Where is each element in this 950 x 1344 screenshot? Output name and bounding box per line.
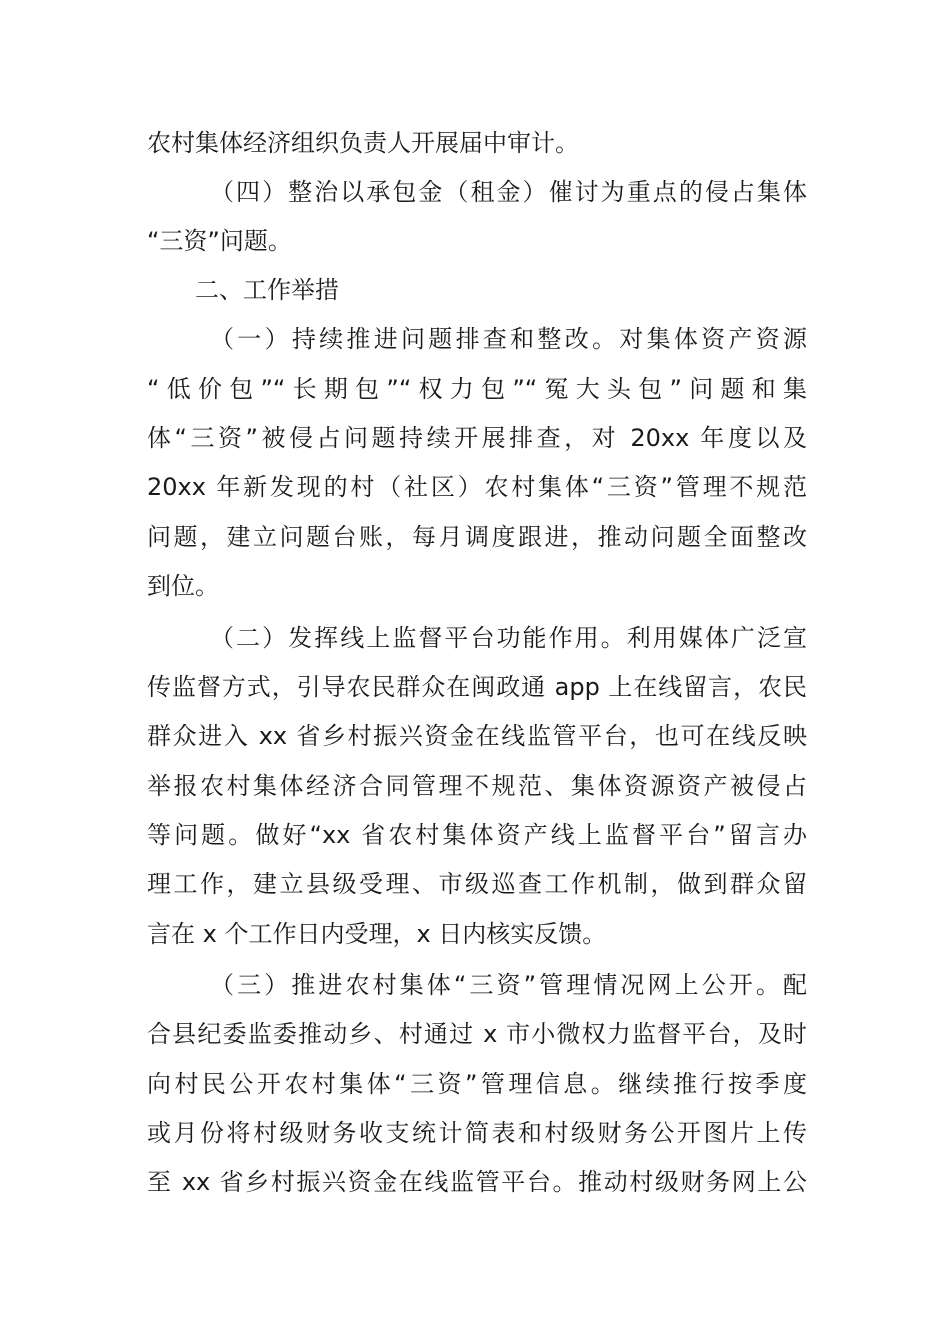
text-line: 等问题。做好“xx 省农村集体资产线上监督平台”留言办 (147, 821, 807, 849)
chapter-heading: 二、工作举措 (195, 276, 339, 304)
paragraph-1-start: （一）持续推进问题排查和整改。对集体资产资源 (210, 325, 807, 353)
text-line: 农村集体经济组织负责人开展届中审计。 (147, 129, 579, 157)
text-line: 至 xx 省乡村振兴资金在线监管平台。推动村级财务网上公 (147, 1168, 807, 1196)
text-line: 群众进入 xx 省乡村振兴资金在线监管平台，也可在线反映 (147, 722, 807, 750)
text-line: 20xx 年新发现的村（社区）农村集体“三资”管理不规范 (147, 473, 807, 501)
paragraph-2-start: （二）发挥线上监督平台功能作用。利用媒体广泛宣 (210, 624, 807, 652)
text-line: 或月份将村级财务收支统计简表和村级财务公开图片上传 (147, 1119, 807, 1147)
text-line: 合县纪委监委推动乡、村通过 x 市小微权力监督平台，及时 (147, 1020, 807, 1048)
text-line: 问题，建立问题台账，每月调度跟进，推动问题全面整改 (147, 523, 807, 551)
section-heading-4: （四）整治以承包金（租金）催讨为重点的侵占集体 (210, 178, 807, 206)
text-line: 言在 x 个工作日内受理，x 日内核实反馈。 (147, 920, 607, 948)
text-line: 理工作，建立县级受理、市级巡查工作机制，做到群众留 (147, 870, 807, 898)
text-line: 体“三资”被侵占问题持续开展排查，对 20xx 年度以及 (147, 424, 807, 452)
text-line: 举报农村集体经济合同管理不规范、集体资源资产被侵占 (147, 772, 807, 800)
text-line: 到位。 (147, 572, 219, 600)
text-line: 传监督方式，引导农民群众在闽政通 app 上在线留言，农民 (147, 673, 807, 701)
text-line: “低价包”“长期包”“权力包”“冤大头包”问题和集 (147, 375, 807, 403)
text-line: 向村民公开农村集体“三资”管理信息。继续推行按季度 (147, 1070, 807, 1098)
text-line: “三资”问题。 (147, 227, 292, 255)
paragraph-3-start: （三）推进农村集体“三资”管理情况网上公开。配 (210, 971, 807, 999)
